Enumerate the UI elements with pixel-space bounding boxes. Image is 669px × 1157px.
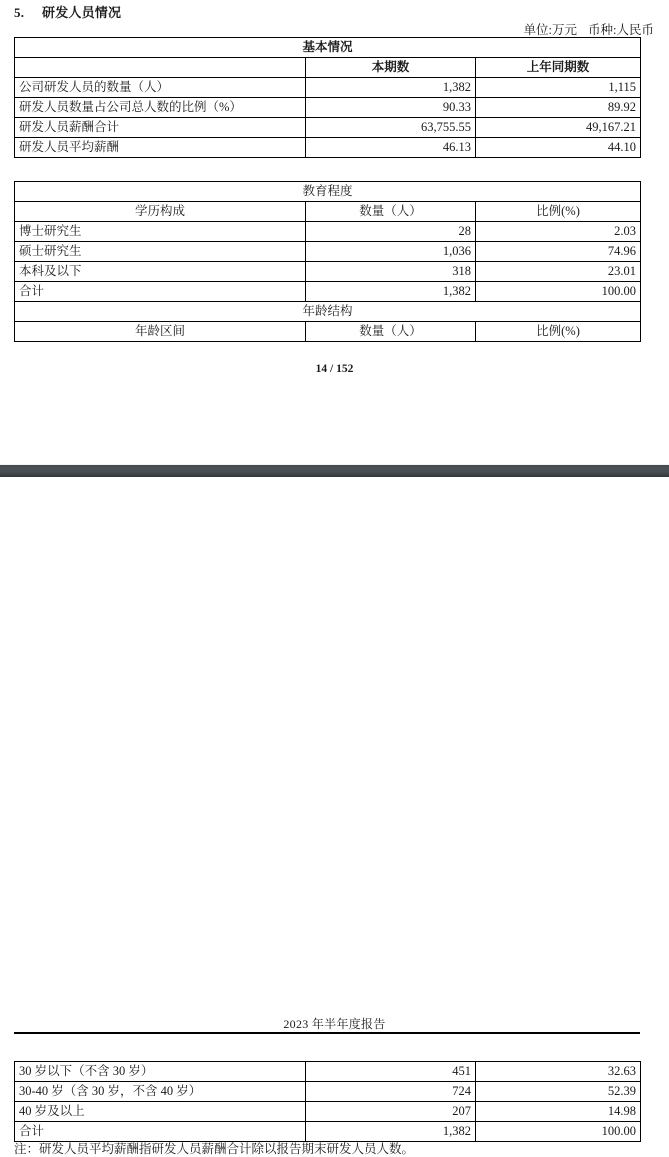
table-row — [15, 138, 641, 158]
table-row-caption — [15, 182, 641, 202]
cell-count: 318 — [306, 262, 476, 282]
cell-label: 研发人员平均薪酬 — [15, 138, 306, 158]
cell-previous: 44.10 — [476, 138, 641, 158]
table-education-and-age-header — [14, 181, 641, 342]
cell-ratio: 52.39 — [476, 1082, 641, 1102]
page-break-separator — [0, 464, 669, 477]
cell-previous: 49,167.21 — [476, 118, 641, 138]
table-row — [15, 262, 641, 282]
table-row-caption — [15, 38, 641, 58]
table-basic-caption: 基本情况 — [15, 38, 641, 58]
cell-count: 724 — [306, 1082, 476, 1102]
cell-label: 合计 — [15, 282, 306, 302]
cell-ratio: 14.98 — [476, 1102, 641, 1122]
cell-label: 博士研究生 — [15, 222, 306, 242]
table-row-header — [15, 322, 641, 342]
cell-count: 207 — [306, 1102, 476, 1122]
cell-count: 451 — [306, 1062, 476, 1082]
header-cell-count: 数量（人） — [306, 202, 476, 222]
document-page-14 — [0, 0, 669, 464]
table-basic-situation — [14, 37, 641, 158]
cell-current: 46.13 — [306, 138, 476, 158]
header-cell-ratio: 比例(%) — [476, 322, 641, 342]
table-row-caption — [15, 302, 641, 322]
table-row-header — [15, 202, 641, 222]
cell-current: 1,382 — [306, 78, 476, 98]
cell-count: 1,382 — [306, 1122, 476, 1142]
cell-count: 1,382 — [306, 282, 476, 302]
header-cell-current: 本期数 — [306, 58, 476, 78]
header-cell-count: 数量（人） — [306, 322, 476, 342]
page-header — [0, 1015, 669, 1032]
unit-currency-line — [524, 20, 654, 38]
cell-ratio: 2.03 — [476, 222, 641, 242]
table-row — [15, 118, 641, 138]
cell-label: 公司研发人员的数量（人） — [15, 78, 306, 98]
cell-ratio: 100.00 — [476, 282, 641, 302]
cell-label: 硕士研究生 — [15, 242, 306, 262]
header-cell-degree: 学历构成 — [15, 202, 306, 222]
header-cell-blank — [15, 58, 306, 78]
cell-count: 28 — [306, 222, 476, 242]
table-row — [15, 282, 641, 302]
table-age-structure — [14, 1061, 641, 1142]
table-row — [15, 78, 641, 98]
table-row — [15, 98, 641, 118]
table-row — [15, 1062, 641, 1082]
cell-ratio: 23.01 — [476, 262, 641, 282]
cell-previous: 89.92 — [476, 98, 641, 118]
header-cell-ratio: 比例(%) — [476, 202, 641, 222]
page-title — [14, 2, 121, 21]
cell-previous: 1,115 — [476, 78, 641, 98]
currency-label: 币种:人民币 — [588, 23, 654, 37]
cell-label: 本科及以下 — [15, 262, 306, 282]
cell-label: 研发人员薪酬合计 — [15, 118, 306, 138]
cell-label: 合计 — [15, 1122, 306, 1142]
section-title-text: 研发人员情况 — [42, 5, 122, 20]
table-row — [15, 242, 641, 262]
cell-ratio: 74.96 — [476, 242, 641, 262]
header-cell-age-range: 年龄区间 — [15, 322, 306, 342]
page-header-text: 2023 年半年度报告 — [283, 1017, 386, 1031]
cell-current: 90.33 — [306, 98, 476, 118]
table-row — [15, 1082, 641, 1102]
cell-count: 1,036 — [306, 242, 476, 262]
table-education-caption: 教育程度 — [15, 182, 641, 202]
section-number: 5. — [14, 5, 25, 20]
table-age-caption: 年龄结构 — [15, 302, 641, 322]
table-row — [15, 222, 641, 242]
header-divider — [14, 1032, 640, 1034]
page-number: 14 / 152 — [315, 363, 354, 375]
cell-label: 30 岁以下（不含 30 岁） — [15, 1062, 306, 1082]
header-cell-previous: 上年同期数 — [476, 58, 641, 78]
cell-label: 30-40 岁（含 30 岁，不含 40 岁） — [15, 1082, 306, 1102]
unit-label: 单位:万元 — [523, 23, 578, 37]
table-row-header — [15, 58, 641, 78]
cell-current: 63,755.55 — [306, 118, 476, 138]
table-row — [15, 1102, 641, 1122]
table-note: 注：研发人员平均薪酬指研发人员薪酬合计除以报告期末研发人员人数。 — [14, 1142, 415, 1156]
cell-label: 40 岁及以上 — [15, 1102, 306, 1122]
cell-label: 研发人员数量占公司总人数的比例（%） — [15, 98, 306, 118]
cell-ratio: 100.00 — [476, 1122, 641, 1142]
cell-ratio: 32.63 — [476, 1062, 641, 1082]
document-page-15 — [0, 477, 669, 1156]
